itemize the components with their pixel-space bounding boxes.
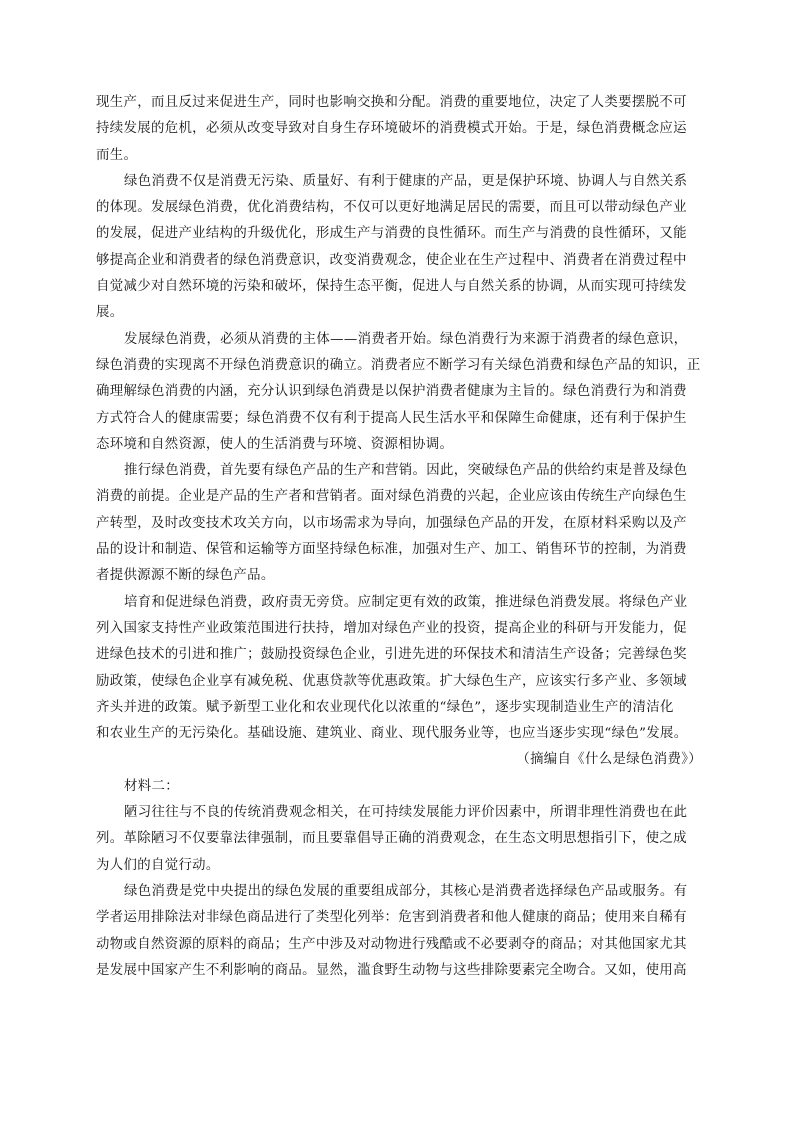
text-line: 列。革除陋习不仅要靠法律强制，而且要靠倡导正确的消费观念，在生态文明思想指引下，使之成 — [96, 831, 687, 847]
text-line: 培育和促进绿色消费，政府责无旁贷。应制定更有效的政策，推进绿色消费发展。将绿色产业 — [124, 594, 688, 610]
text-line: 动物或自然资源的原料的商品；生产中涉及对动物进行残酷或不必要剥夺的商品；对其他国家尤其 — [96, 936, 687, 952]
source-citation: （摘编自《什么是绿色消费》） — [516, 752, 702, 768]
text-line: 陋习往往与不良的传统消费观念相关，在可持续发展能力评价因素中，所谓非理性消费也在此 — [124, 805, 688, 821]
section-label: 材料二： — [124, 778, 179, 794]
text-line: 为人们的自觉行动。 — [96, 857, 220, 873]
text-line: 而生。 — [96, 147, 138, 163]
text-line: 消费的前提。企业是产品的生产者和营销者。面对绿色消费的兴起，企业应该由传统生产向绿色生 — [96, 489, 687, 505]
text-line: 推行绿色消费，首先要有绿色产品的生产和营销。因此，突破绿色产品的供给约束是普及绿色 — [124, 463, 688, 479]
text-line: 是发展中国家产生不利影响的商品。显然，滥食野生动物与这些排除要素完全吻合。又如，使用高 — [96, 962, 687, 978]
text-line: 够提高企业和消费者的绿色消费意识，改变消费观念，使企业在生产过程中、消费者在消费过程中 — [96, 252, 687, 268]
text-line: 发展绿色消费，必须从消费的主体——消费者开始。绿色消费行为来源于消费者的绿色意识， — [124, 331, 688, 347]
text-line: 者提供源源不断的绿色产品。 — [96, 568, 275, 584]
text-line: 列入国家支持性产业政策范围进行扶持，增加对绿色产业的投资，提高企业的科研与开发能力，促 — [96, 620, 687, 636]
text-line: 进绿色技术的引进和推广；鼓励投资绿色企业，引进先进的环保技术和清洁生产设备；完善绿色奖 — [96, 647, 687, 663]
text-line: 态环境和自然资源，使人的生活消费与环境、资源相协调。 — [96, 436, 454, 452]
text-line: 方式符合人的健康需要；绿色消费不仅有利于提高人民生活水平和保障生命健康，还有利于保护生 — [96, 410, 687, 426]
text-line: 绿色消费不仅是消费无污染、质量好、有利于健康的产品，更是保护环境、协调人与自然关系 — [124, 173, 688, 189]
text-line: 确理解绿色消费的内涵，充分认识到绿色消费是以保护消费者健康为主旨的。绿色消费行为和消费 — [96, 384, 687, 400]
text-line: 现生产，而且反过来促进生产，同时也影响交换和分配。消费的重要地位，决定了人类要摆脱不可 — [96, 95, 687, 110]
text-line: 和农业生产的无污染化。基础设施、建筑业、商业、现代服务业等，也应当逐步实现“绿色”发展。 — [96, 726, 688, 742]
text-line: 绿色消费的实现离不开绿色消费意识的确立。消费者应不断学习有关绿色消费和绿色产品的知识，正 — [96, 357, 701, 373]
text-line: 持续发展的危机，必须从改变导致对自身生存环境破坏的消费模式开始。于是，绿色消费概念应运 — [96, 121, 687, 137]
text-line: 的体现。发展绿色消费，优化消费结构，不仅可以更好地满足居民的需要，而且可以带动绿色产业 — [96, 200, 687, 216]
text-line: 绿色消费是党中央提出的绿色发展的重要组成部分，其核心是消费者选择绿色产品或服务。有 — [124, 883, 688, 899]
text-line: 品的设计和制造、保管和运输等方面坚持绿色标准，加强对生产、加工、销售环节的控制，为消费 — [96, 542, 687, 558]
text-line: 展。 — [96, 305, 124, 321]
text-line: 学者运用排除法对非绿色商品进行了类型化列举：危害到消费者和他人健康的商品；使用来自稀有 — [96, 910, 687, 926]
text-line: 产转型，及时改变技术攻关方向，以市场需求为导向，加强绿色产品的开发，在原材料采购以及产 — [96, 515, 687, 531]
text-line: 的发展，促进产业结构的升级优化，形成生产与消费的良性循环。而生产与消费的良性循环，又能 — [96, 226, 687, 242]
text-line: 自觉减少对自然环境的污染和破坏，保持生态平衡，促进人与自然关系的协调，从而实现可持续发 — [96, 279, 687, 295]
text-line: 齐头并进的政策。赋予新型工业化和农业现代化以浓重的“绿色”，逐步实现制造业生产的清洁化 — [96, 699, 674, 715]
text-line: 励政策，使绿色企业享有减免税、优惠贷款等优惠政策。扩大绿色生产，应该实行多产业、多领域 — [96, 673, 687, 689]
